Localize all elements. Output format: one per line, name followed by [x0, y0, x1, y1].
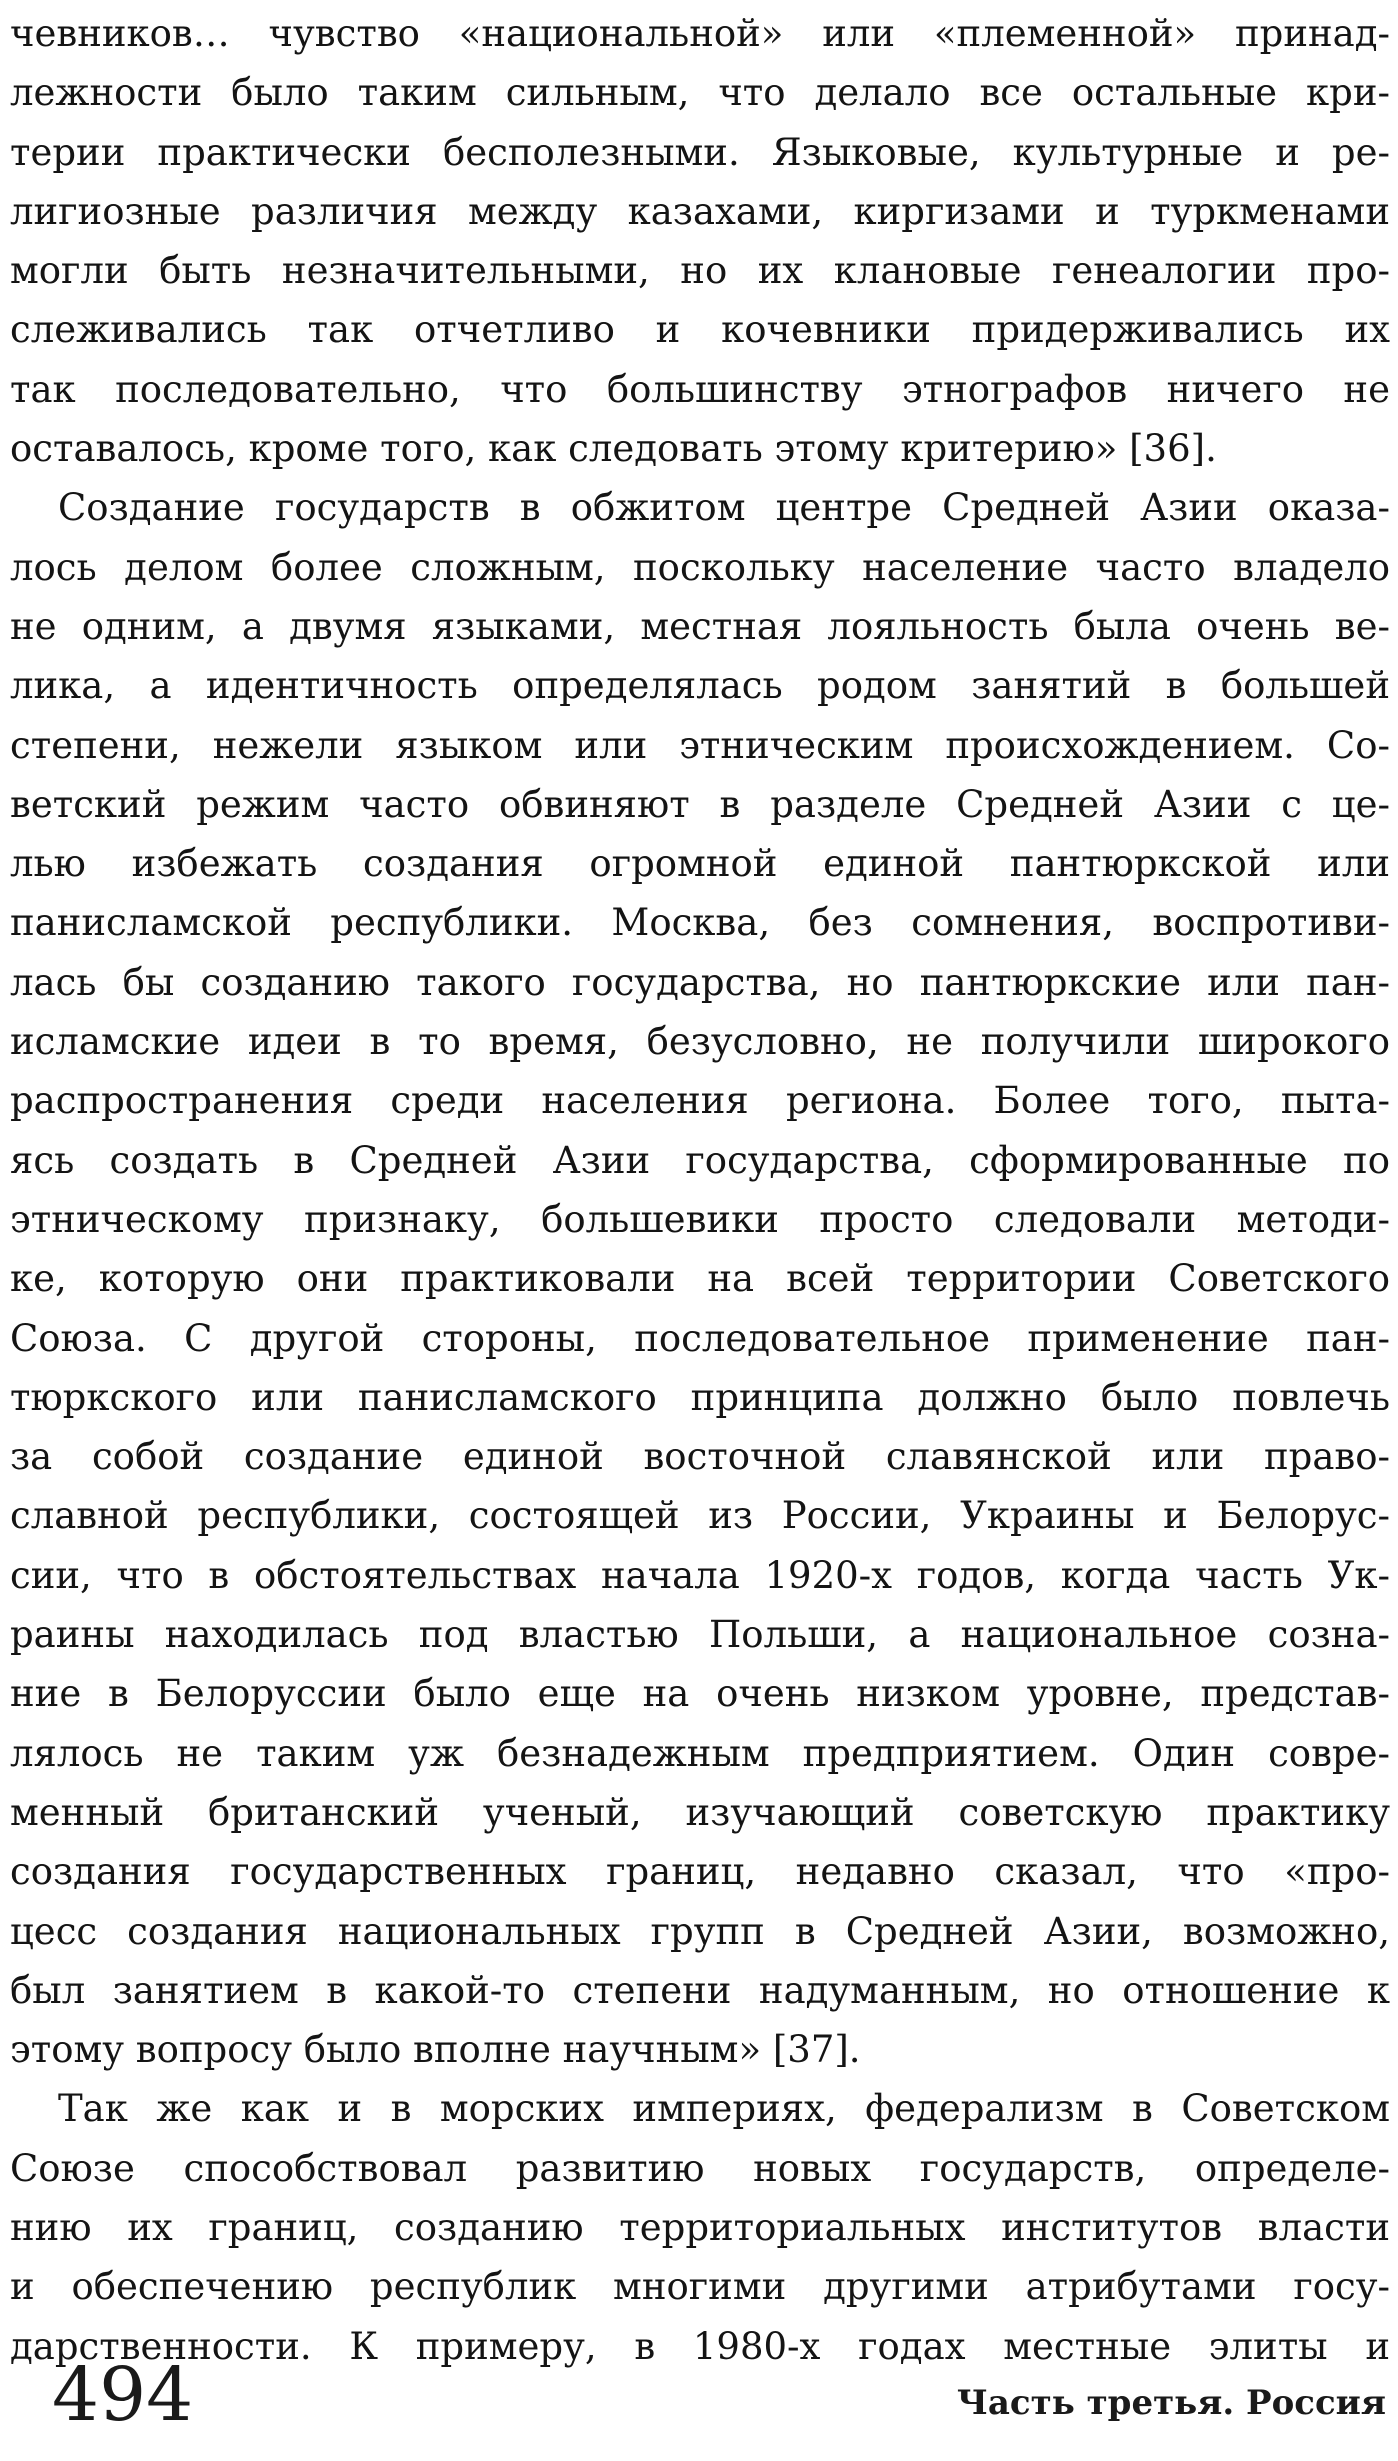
text-line: слеживались так отчетливо и кочевники придерживались их: [10, 308, 1390, 352]
text-line: лось делом более сложным, поскольку население часто владело: [10, 545, 1390, 589]
text-line: ние в Белоруссии было еще на очень низком уровне, представ-: [10, 1672, 1390, 1716]
text-line: исламские идеи в то время, безусловно, не получили широкого: [10, 1020, 1390, 1064]
text-line: лика, а идентичность определялась родом занятий в большей: [10, 664, 1390, 708]
text-line: панисламской республики. Москва, без сомнения, воспротиви-: [10, 901, 1390, 945]
text-line: не одним, а двумя языками, местная лояльность была очень ве-: [10, 604, 1390, 648]
text-line: сии, что в обстоятельствах начала 1920-х годов, когда часть Ук-: [10, 1553, 1390, 1597]
text-line: Союзе способствовал развитию новых государств, определе-: [10, 2146, 1390, 2190]
text-line: ке, которую они практиковали на всей территории Советского: [10, 1257, 1390, 1301]
text-line: оставалось, кроме того, как следовать этому критерию» [36].: [10, 427, 1217, 471]
text-line: лью избежать создания огромной единой пантюркской или: [10, 842, 1390, 886]
text-line: распространения среди населения региона. Более того, пыта-: [10, 1079, 1390, 1123]
text-line: могли быть незначительными, но их клановые генеалогии про-: [10, 249, 1390, 293]
text-line: дарственности. К примеру, в 1980-х годах местные элиты и: [10, 2324, 1390, 2368]
text-line: лежности было таким сильным, что делало все остальные кри-: [10, 71, 1390, 115]
page-number: 494: [52, 2352, 194, 2438]
text-line: степени, нежели языком или этническим происхождением. Со-: [10, 723, 1390, 767]
text-line: был занятием в какой-то степени надуманным, но отношение к: [10, 1968, 1390, 2012]
text-line: этническому признаку, большевики просто следовали методи-: [10, 1197, 1390, 1241]
text-line: чевников… чувство «национальной» или «племенной» принад-: [10, 12, 1390, 55]
text-line: менный британский ученый, изучающий советскую практику: [10, 1790, 1390, 1834]
text-line: за собой создание единой восточной славянской или право-: [10, 1435, 1390, 1479]
text-line: славной республики, состоящей из России, Украины и Белорус-: [10, 1494, 1390, 1538]
text-line: так последовательно, что большинству этнографов ничего не: [10, 367, 1390, 411]
text-line: цесс создания национальных групп в Средней Азии, возможно,: [10, 1909, 1390, 1953]
running-head: Часть третья. Россия: [956, 2383, 1386, 2423]
text-line: ветский режим часто обвиняют в разделе Средней Азии с це-: [10, 782, 1390, 826]
text-line: лялось не таким уж безнадежным предприятием. Один совре-: [10, 1731, 1390, 1775]
text-line: лигиозные различия между казахами, киргизами и туркменами: [10, 189, 1390, 233]
text-line: терии практически бесполезными. Языковые, культурные и ре-: [10, 130, 1390, 174]
text-line: создания государственных границ, недавно сказал, что «про-: [10, 1850, 1390, 1894]
text-line: лась бы созданию такого государства, но пантюркские или пан-: [10, 960, 1390, 1004]
page-footer: [0, 2345, 1398, 2445]
text-line: этому вопросу было вполне научным» [37].: [10, 2028, 861, 2072]
paragraph-first-line: Так же как и в морских империях, федерализм в Советском: [58, 2087, 1390, 2131]
text-line: Союза. С другой стороны, последовательное применение пан-: [10, 1316, 1390, 1360]
text-line: и обеспечению республик многими другими атрибутами госу-: [10, 2265, 1390, 2309]
paragraph-first-line: Создание государств в обжитом центре Средней Азии оказа-: [58, 486, 1390, 530]
text-line: ясь создать в Средней Азии государства, сформированные по: [10, 1138, 1390, 1182]
text-line: тюркского или панисламского принципа должно было повлечь: [10, 1375, 1390, 1419]
text-line: нию их границ, созданию территориальных институтов власти: [10, 2205, 1390, 2249]
text-line: раины находилась под властью Польши, а национальное созна-: [10, 1613, 1390, 1657]
body-text: [10, 4, 1390, 2376]
